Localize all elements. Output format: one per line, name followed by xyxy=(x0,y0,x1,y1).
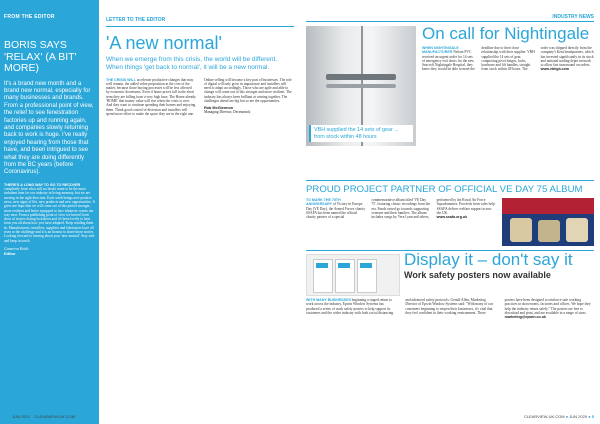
footer-date-right: JUN 2020 xyxy=(569,414,588,419)
page-number-right: 5 xyxy=(591,414,594,419)
editor-headline: BORIS SAYS 'RELAX' (A BIT' MORE) xyxy=(4,39,77,74)
nightingale-subhead: WHEN NIGHTINGALE MANUFACTURER xyxy=(422,46,459,55)
letter-subhead: THE CRISIS WILL xyxy=(106,77,136,82)
nightingale-email[interactable]: www.vbhgb.com xyxy=(540,67,570,72)
display-subheadline: Work safety posters now available xyxy=(404,270,551,280)
editor-signoff: Cameron Keith xyxy=(4,245,29,251)
editor-subhead: THERE'S A LONG WAY TO GO TO RECOVER xyxy=(4,182,81,187)
left-footer: 4 ● JUN 2020 ● CLEARVIEW-UK.COM xyxy=(5,414,76,419)
display-body-columns xyxy=(306,298,594,408)
editor-signoff-role: Editor xyxy=(4,250,16,256)
footer-site-right: CLEARVIEW-UK.COM xyxy=(523,414,565,419)
right-footer: CLEARVIEW-UK.COM ● JUN 2020 ● 5 xyxy=(523,414,594,419)
nightingale-headline: On call for Nightingale xyxy=(422,24,590,43)
door-photo xyxy=(306,26,416,146)
nightingale-body-columns xyxy=(422,46,594,150)
letter-signoff: Rob McGlennon xyxy=(204,106,234,111)
display-headline: Display it – don't say it xyxy=(404,250,573,269)
vday-photo xyxy=(502,198,594,246)
letter-signoff-role: Managing Director, Deceuninck xyxy=(204,110,251,115)
poster-photo xyxy=(306,254,400,296)
section-tag-editor: FROM THE EDITOR xyxy=(4,14,55,20)
letter-body-columns xyxy=(106,78,294,408)
display-email[interactable]: marketing@epwin.co.uk xyxy=(504,315,546,320)
page-number-left: 4 xyxy=(5,414,8,419)
vday-body: of Victory in Europe Day (VE Day), the Armed Forces charity SSAFA has been named the official charity partner of a special commemorative album titled 'VE Day 75', featuring classic recordings from the era. Funds raised go towards supporting veterans and their families. The album includes songs by Vera Lynn and others, performed by the Royal Air Force Squadronaires. Proceeds from sales help SSAFA deliver welfare support across the UK. xyxy=(306,198,495,220)
vday-subhead: TO MARK THE 75TH ANNIVERSARY xyxy=(306,198,341,207)
letter-body: accelerate productive changes that may well remain, the added value proposition at the core of the matter, because those buying processes will be less affected by economic downturns. Even if home prices fall in the short term they are falling from a very high base. The Home already 'HOME' that money value will rise when the crisis is over. And they want to continue spending their homes and enjoying them. Think good control of diversion and installers will spend more effort to make the space they are in the right one. Online selling will become a key part of businesses. The role of digital will only grow in importance and installers will need to adapt accordingly. Those who are agile and able to change will come out of this stronger and more resilient. The industry has always been brilliant at coming together. The challenges ahead are big but so are the opportunities. xyxy=(106,77,292,116)
vday-headline: PROUD PROJECT PARTNER OF OFFICIAL VE DAY 75 ALBUM xyxy=(306,184,583,195)
display-subhead: WITH MANY BUSINESSES xyxy=(306,298,351,302)
photo-caption-box xyxy=(309,125,413,142)
editor-standfirst: It's a brand new month and a brand new normal, especially for many businesses and brands. From a professional point of view, the relief to see fenestration factories up and running again, and companies slowly returning back to work is huge. I've really enjoyed hearing from those that have, and been intrigued to see what they are doing differently from the BC years (before Coronavirus). xyxy=(4,80,94,176)
footer-site-left: CLEARVIEW-UK.COM xyxy=(34,414,76,419)
editor-body: completely from what will no doubt come to be the most turbulent time for our industry in living memory, but we are moving in the right direction. Each week brings new positive news, new signs of life, new products and new opportunities. It gives me hope that we will come out of this period stronger, more resilient and better equipped to face whatever comes our way next. From a publishing point of view we haven't been short of stories during lockdown and it's been lovely to hear from you all about how you have adapted. Keep sending them in. Manufacturers, installers, suppliers and fabricators have all risen to the challenge and it is an honour to share those stories. Looking forward to hearing about your 'new normal'. Stay safe and keep in touch. xyxy=(4,187,95,243)
section-tag-letter: LETTER TO THE EDITOR xyxy=(106,17,294,27)
vday-article xyxy=(306,180,594,248)
display-article xyxy=(306,250,594,410)
photo-caption: VBH supplied the 14 sets of gear ... from stock within 48 hours xyxy=(314,127,399,140)
letter-standfirst: When we emerge from this crisis, the world will be different. When things 'get back to normal', it will be a new normal. xyxy=(106,56,278,71)
nightingale-article xyxy=(306,24,594,154)
section-tag-industry: INDUSTRY NEWS xyxy=(552,14,594,20)
right-page xyxy=(300,0,600,424)
vday-body-columns xyxy=(306,198,496,248)
editor-section xyxy=(4,14,96,256)
nightingale-body: Nelson PVC received an urgent order for 14 sets of emergency exit doors for the new Seacroft Nightingale Hospital, they knew they would be able to meet the deadline due to their close relationship with their supplier. VBH supplied the 14 sets of gear, comprising pivot hinges, locks, hardware and lift handles, straight from stock within 48 hours. The order was shipped directly from the company's Kent headquarters, which has invested significantly in its stock and national trading depot network to allow fast turnaround on orders. xyxy=(422,46,594,72)
display-body: beginning a staged return to work across the industry, Epwin Window Systems has produced a series of work safety posters to help support its customers and the wider industry with both social distancing and advanced safety protocols. Gerald Allen, Marketing Director of Epwin Window Systems said: "With many of our customers beginning to reopen their businesses, it's vital that they feel confident in their working environment. These posters have been designed to reinforce safe working practices in showrooms, factories and offices. We hope they help the industry return safely." The posters are free to download and print, and are available in a range of sizes. xyxy=(306,298,591,315)
vday-email[interactable]: www.ssafa.org.uk xyxy=(436,215,468,220)
letter-section xyxy=(106,17,294,408)
footer-date-left: JUN 2020 xyxy=(11,414,30,419)
letter-headline: 'A new normal' xyxy=(106,33,222,53)
